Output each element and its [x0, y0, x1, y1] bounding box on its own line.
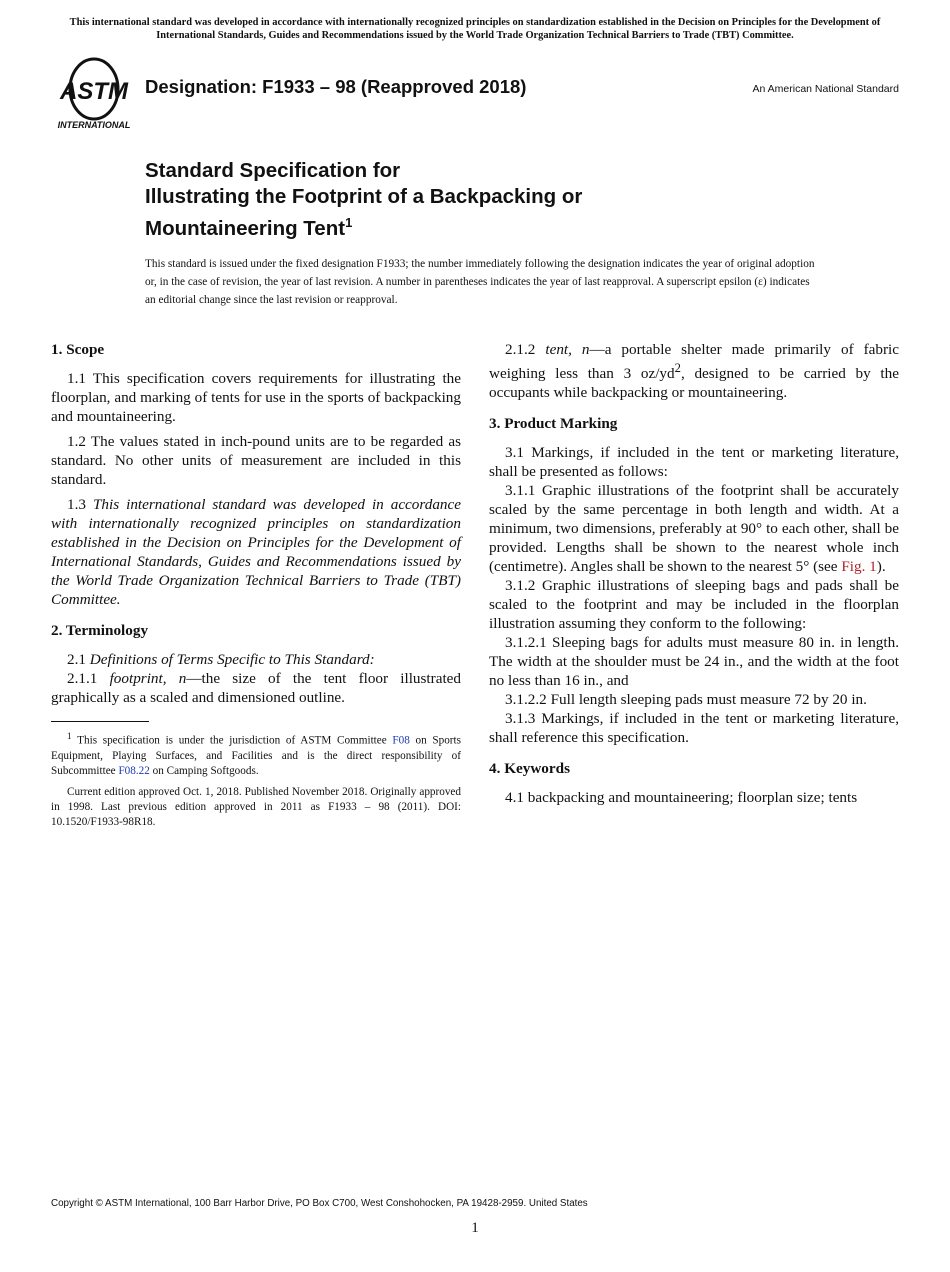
astm-logo: [54, 55, 134, 135]
left-column: [51, 340, 461, 836]
title-line-1: Standard Specification for: [145, 159, 401, 182]
section-2-1: 2.1 Definitions of Terms Specific to This Standard:: [67, 651, 375, 668]
scope-heading: 1. Scope: [51, 341, 105, 358]
subcommittee-f08-22-link[interactable]: F08.22: [118, 764, 150, 777]
section-2-1-2: 2.1.2 tent, n—a portable shelter made primarily of fabric weighing less than 3 $oz/yd^2$, designed to be carried by the occupants while backpacking or mountaineering.: [489, 341, 900, 402]
section-3-1: 3.1 Markings, if included in the tent or marketing literature, shall be presented as follows:: [489, 444, 899, 481]
section-2-1-1: 2.1.1 footprint, n—the size of the tent floor illustrated graphically as a scaled and dimensioned outline.: [51, 670, 462, 706]
section-3-1-2-1: 3.1.2.1 Sleeping bags for adults must measure 80 in. in length. The width at the shoulder must be 24 in., and the width at the foot no less than 16 in., and: [489, 634, 899, 690]
section-1-3: 1.3 This international standard was developed in accordance with internationally recognized principles on standardization established in the Decision on Principles for the Development of International Standards, Guides and Recommendations issued by the World Trade Organization Technical Barriers to Trade (TBT) Committee.: [51, 496, 462, 608]
keywords-heading: 4. Keywords: [489, 760, 570, 778]
astm-logo-letters: ASTM: [60, 78, 128, 105]
section-3-1-2: 3.1.2 Graphic illustrations of sleeping bags and pads shall be scaled to the footprint and may be included in the floorplan illustration assuming they conform to the following:: [489, 577, 899, 633]
astm-logo-international: INTERNATIONAL: [57, 120, 131, 130]
footnote-divider: [51, 721, 149, 722]
copyright-notice: Copyright © ASTM International, 100 Barr Harbor Drive, PO Box C700, West Conshohocken, PA 19428-2959. United States: [51, 1198, 588, 1209]
section-3-1-2-2: 3.1.2.2 Full length sleeping pads must measure 72 by 20 in.: [505, 691, 867, 709]
page-title: [145, 158, 745, 242]
tbt-notice: This international standard was developed in accordance with internationally recognized principles on standardization established in the Decision on Principles for the Development of International Standards, Guides and Recommendations issued by the World Trade Organization Technical Barriers to Trade (TBT) Committee.: [69, 17, 881, 41]
designation: Designation: F1933 – 98 (Reapproved 2018): [145, 76, 527, 97]
section-1-1: 1.1 This specification covers requirements for illustrating the floorplan, and marking of tents for use in the sports of backpacking and mountaineering.: [51, 370, 461, 425]
title-line-3: Mountaineering Tent$^1$: [145, 215, 353, 240]
national-standard-label: An American National Standard: [752, 83, 899, 95]
section-3-1-1: 3.1.1 Graphic illustrations of the footprint shall be accurately scaled by the same percentage in both length and width. At a minimum, two dimensions, preferably at 90° to each other, shall be provided. Lengths shall be shown to the nearest whole inch (centimetre). Angles shall be shown to the nearest 5° (see Fig. 1).: [489, 482, 899, 576]
section-1-2: 1.2 The values stated in inch-pound units are to be regarded as standard. No other units of measurement are included in this standard.: [51, 433, 461, 488]
terminology-heading: 2. Terminology: [51, 622, 149, 639]
title-footnote-mark: 1: [345, 215, 353, 230]
section-3-1-3: 3.1.3 Markings, if included in the tent or marketing literature, shall reference this specification.: [489, 710, 899, 747]
issued-note: This standard is issued under the fixed designation F1933; the number immediately following the designation indicates the year of original adoption or, in the case of revision, the year of last revision. A number in parentheses indicates the year of last reapproval. A superscript epsilon (ε) indicates an editorial change since the last revision or reapproval.: [145, 258, 815, 306]
section-4-1: 4.1 backpacking and mountaineering; floorplan size; tents: [505, 789, 858, 807]
committee-f08-link[interactable]: F08: [392, 734, 410, 747]
fig-1-link[interactable]: Fig. 1: [841, 558, 877, 576]
product-marking-heading: 3. Product Marking: [489, 415, 618, 433]
footnote-edition: Current edition approved Oct. 1, 2018. Published November 2018. Originally approved in 1998. Last previous edition approved in 2011 as F1933 – 98 (2011). DOI: 10.1520/F1933-98R18.: [51, 785, 461, 828]
footnote-1: $^1$ This specification is under the jurisdiction of ASTM Committee F08 on Sports Equipment, Playing Surfaces, and Facilities and is the direct responsibility of Subcommittee F08.22 on Camping Softgoods.: [51, 732, 461, 777]
title-line-2: Illustrating the Footprint of a Backpacking or: [145, 185, 583, 208]
right-column: [489, 340, 899, 813]
page-number: 1: [471, 1220, 479, 1236]
